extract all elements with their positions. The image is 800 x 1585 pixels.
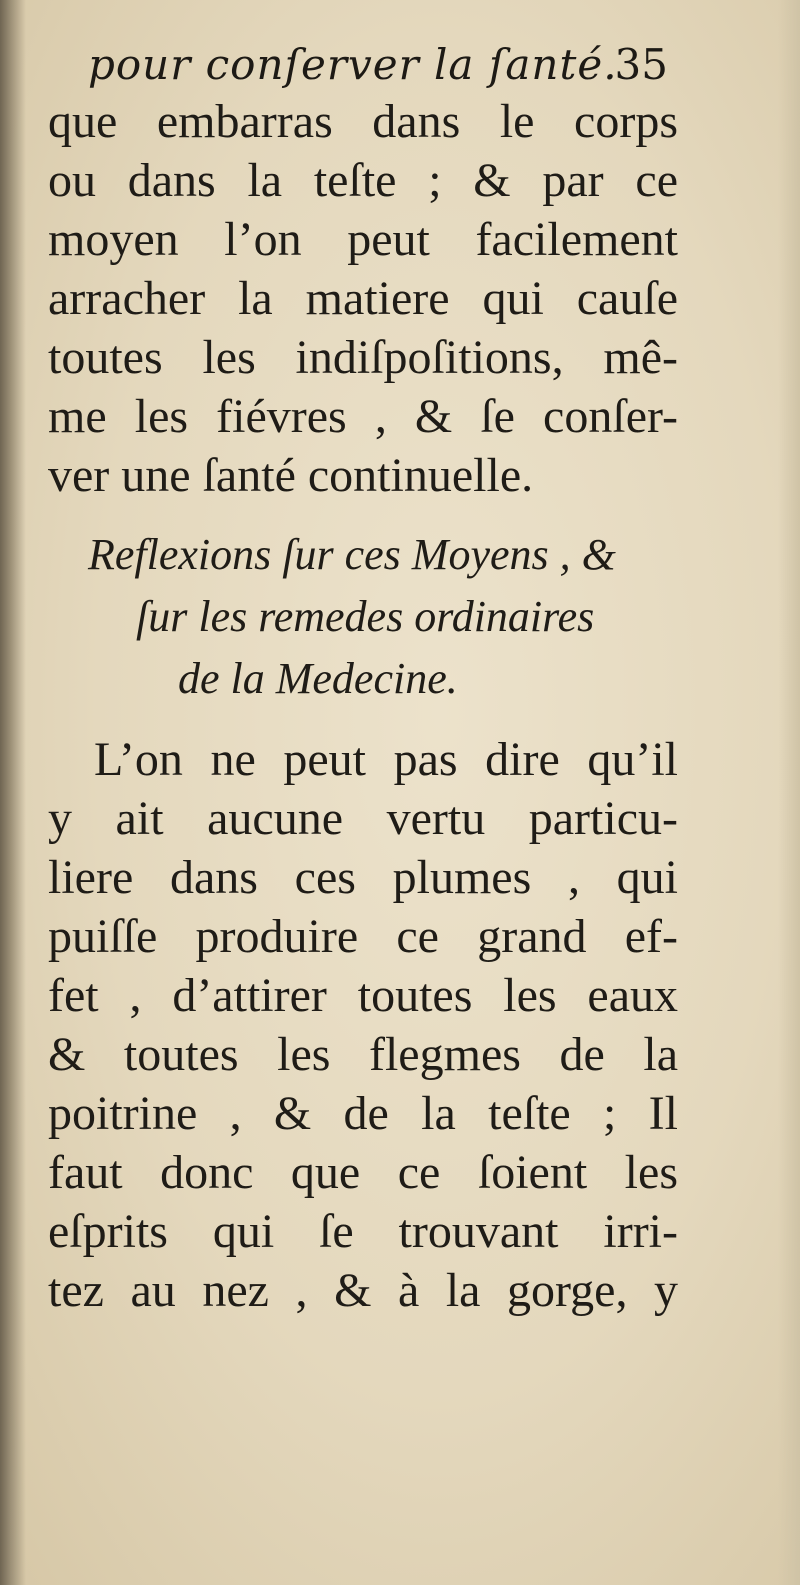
text-line: ver une ſanté continuelle. — [48, 449, 534, 502]
text-line: puiſſe produire ce grand ef- — [48, 910, 678, 963]
text-line: toutes les indiſpoſitions, mê- — [48, 331, 678, 384]
text-line: eſprits qui ſe trouvant irri- — [48, 1205, 678, 1258]
text-line: liere dans ces plumes , qui — [48, 851, 678, 904]
running-title: pour conſerver la ſanté. — [88, 40, 618, 89]
text-line: fet , d’attirer toutes les eaux — [48, 969, 678, 1022]
text-line: que embarras dans le corps — [48, 95, 678, 148]
text-line: tez au nez , & à la gorge, y — [48, 1264, 678, 1317]
heading-line: ſur les remedes ordinaires — [136, 592, 595, 641]
page-number: 35 — [614, 40, 668, 89]
text-line: faut donc que ce ſoient les — [48, 1146, 678, 1199]
text-line: me les fiévres , & ſe conſer- — [48, 390, 678, 443]
text-line: y ait aucune vertu particu- — [48, 792, 678, 845]
text-line: arracher la matiere qui cauſe — [48, 272, 678, 325]
text-line: L’on ne peut pas dire qu’il — [94, 733, 678, 786]
text-line: & toutes les flegmes de la — [48, 1028, 678, 1081]
section-heading — [48, 524, 688, 710]
text-line: poitrine , & de la teſte ; Il — [48, 1087, 678, 1140]
text-line: moyen l’on peut facilement — [48, 213, 678, 266]
running-head — [88, 40, 668, 89]
paragraph — [48, 730, 678, 1320]
paragraph-continued — [48, 92, 678, 505]
text-line: ou dans la teſte ; & par ce — [48, 154, 678, 207]
heading-line: de la Medecine. — [178, 654, 458, 703]
heading-line: Reflexions ſur ces Moyens , & — [88, 530, 616, 579]
